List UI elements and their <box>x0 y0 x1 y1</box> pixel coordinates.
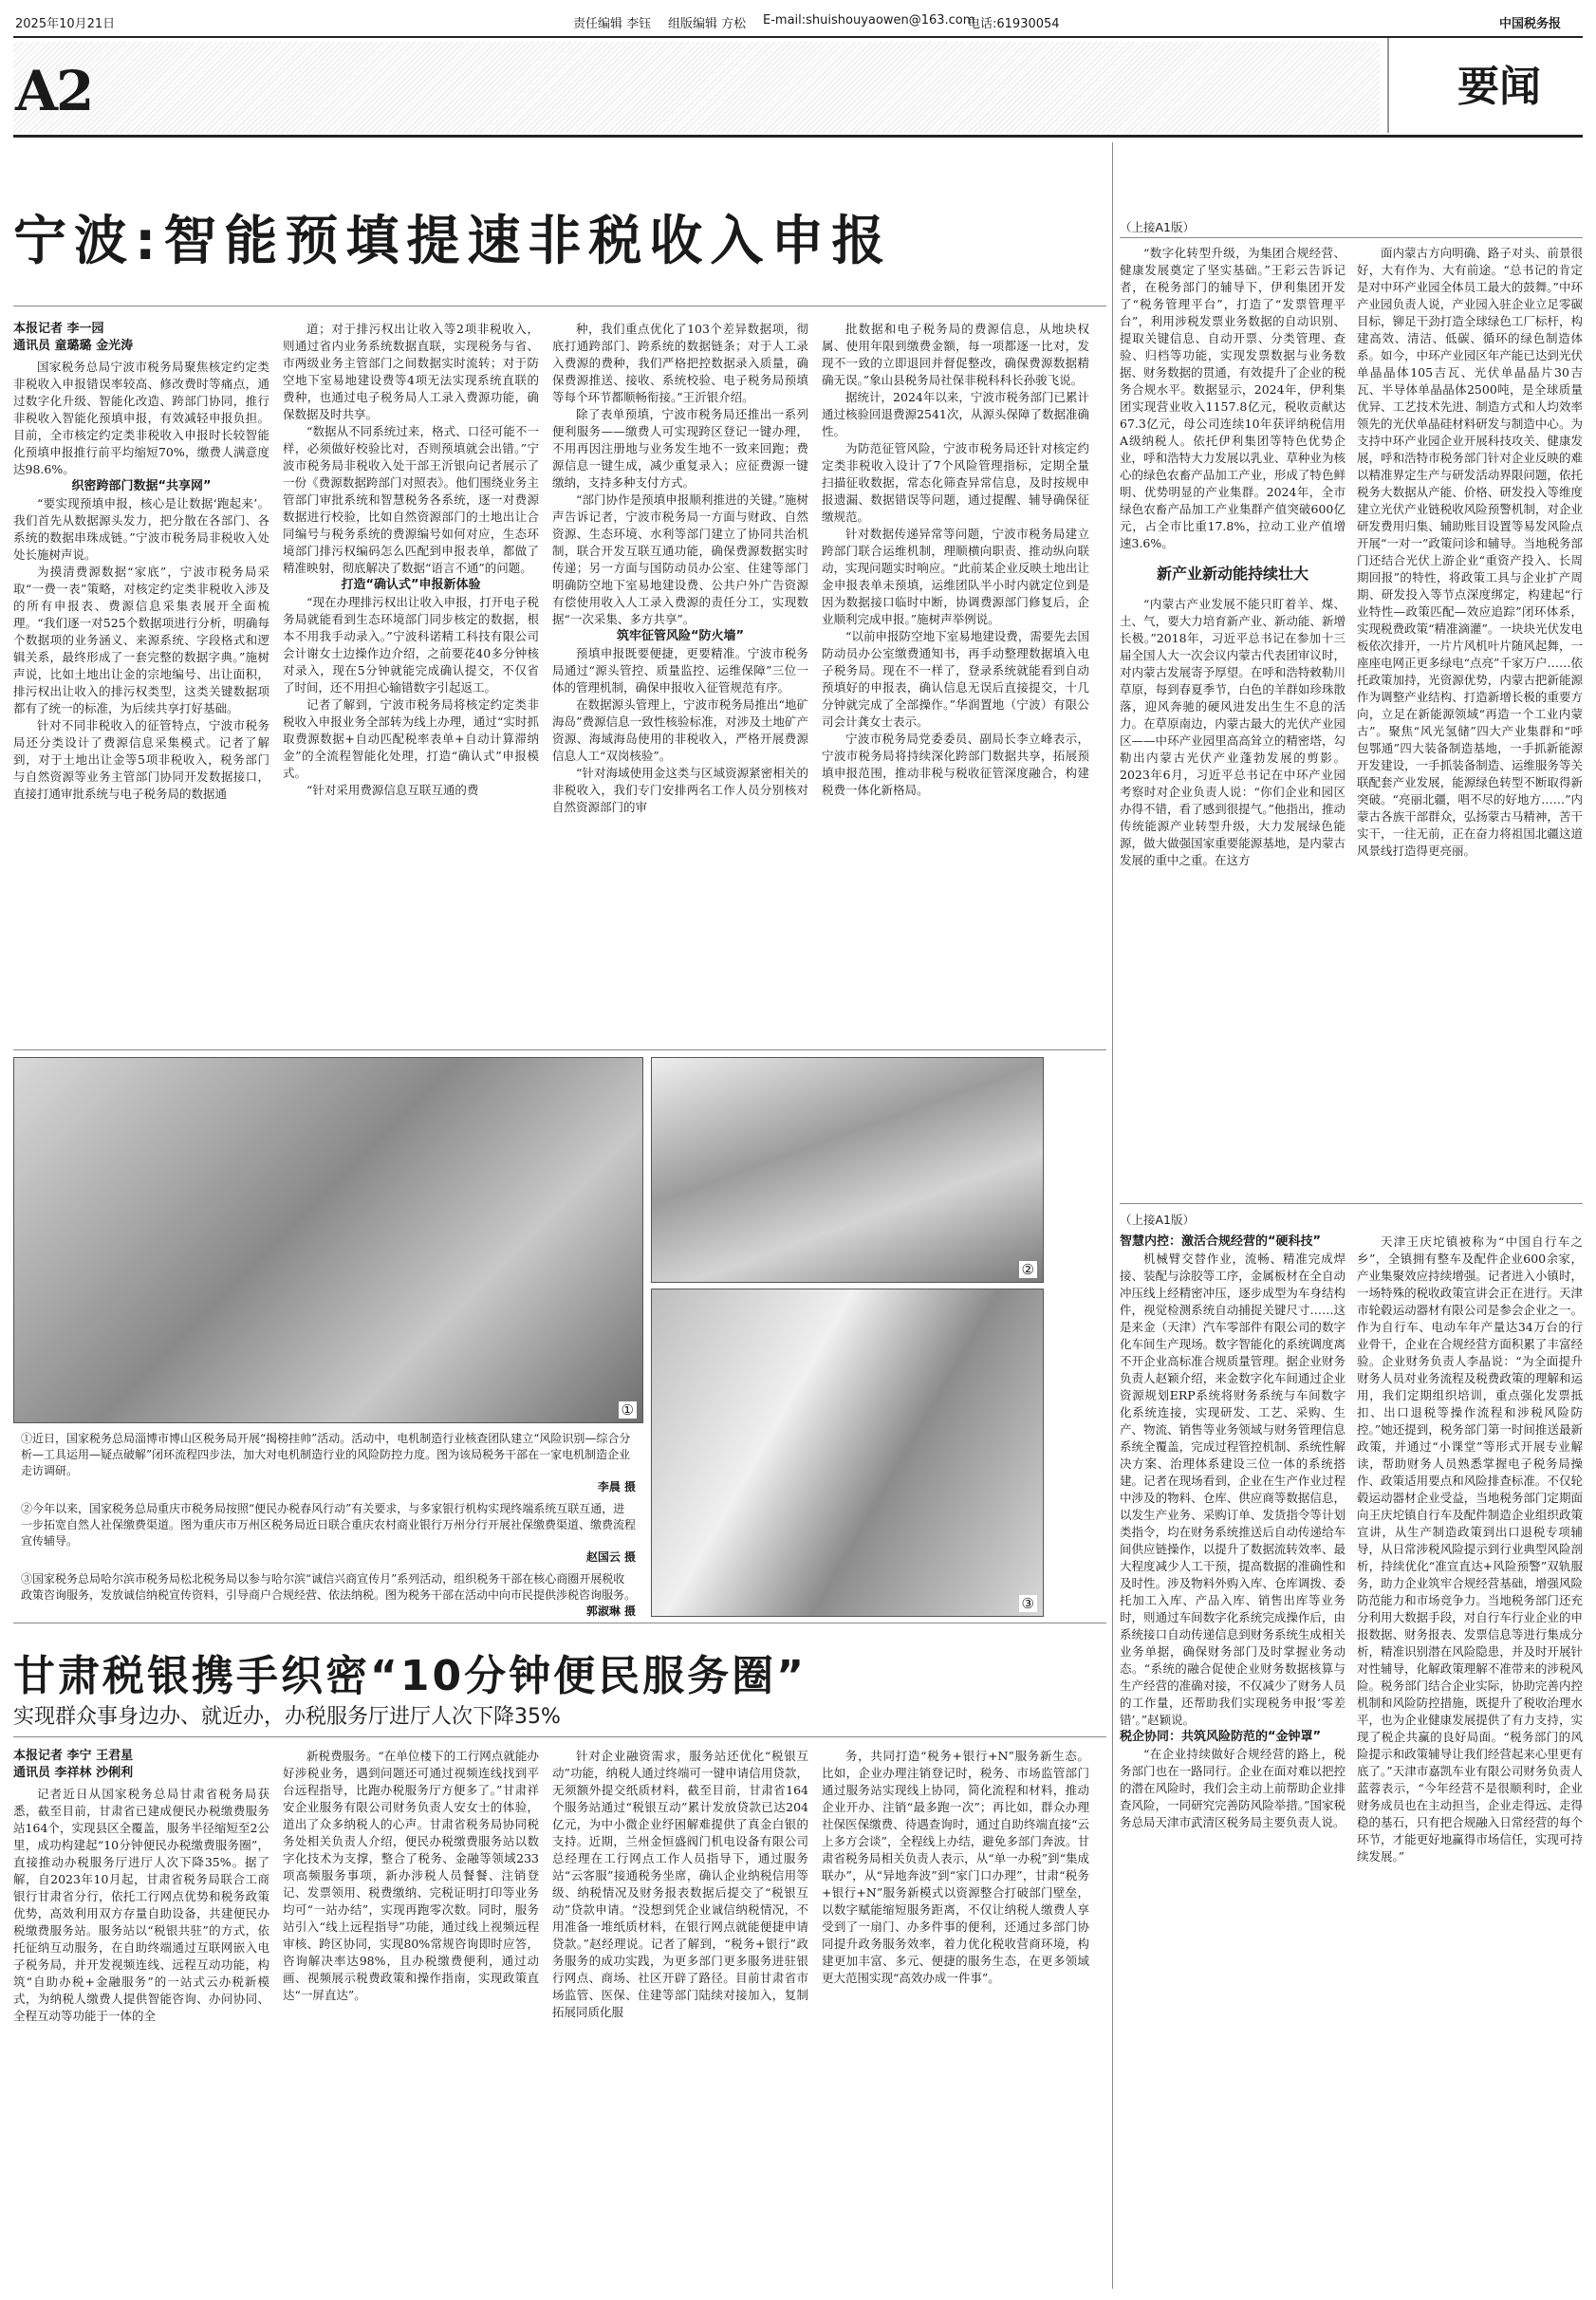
caption-3-credit: 郭淑琳 摄 <box>585 1604 636 1618</box>
photo-section-rule <box>13 1049 1106 1050</box>
caption-3: ③国家税务总局哈尔滨市税务局松北税务局以参与哈尔滨“诚信兴商宣传月”系列活动，组织税务干部在核心商圈开展税收政策咨询服务，发放诚信纳税宣传资料，引导商户合规经营、依法纳税。图为税务干部在活动中向市民提供涉税咨询服务。 <box>21 1572 637 1602</box>
article1-column-4: 批数据和电子税务局的费源信息，从地块权属、使用年限到缴费金额，每一项都逐一比对，发现不一致的立即退回并督促整改，确保费源数据精确无误。”象山县税务局社保非税科科长孙骏飞说。 据统计，2024年以来，宁波市税务部门已累计通过核验回退费源2541次，从源头保障了数据准确性。 为防范征管风险，宁波市税务局还针对核定约定类非税收入设计了7个风险管理指标，定期全量扫描征收数据，常态化筛查异常信息，及时按规申报遗漏、数据错误等问题，通过提醒、辅导确保征缴规范。 针对数据传递异常等问题，宁波市税务局建立跨部门联合运维机制，理顺横向职责、推动纵向联动，实现问题实时响应。“此前某企业反映土地出让金申报表单未预填，运维团队半小时内就定位到是因为数据接口临时中断，协调费源部门修复后，企业顺利完成申报。”施树声举例说。 “以前申报防空地下室易地建设费，需要先去国防动员办公室缴费通知书，再手动整理数据填入电子税务局。现在不一样了，登录系统就能看到自动预填好的申报表，确认信息无误后直接提交，十几分钟就完成了全部操作。”华润置地（宁波）有限公司会计龚女士表示。 宁波市税务局党委委员、副局长李立峰表示，宁波市税务局将持续深化跨部门数据共享，拓展预填申报范围，推动非税与税收征管深度融合，构建税费一体化新格局。 <box>822 322 1089 797</box>
photo-3-label: ③ <box>1019 1595 1037 1612</box>
subhead-risk-firewall: 筑牢征管风险“防火墙” <box>616 629 745 643</box>
continued-from-a1-2: （上接A1版） <box>1120 1213 1196 1227</box>
sidebar-rule-1 <box>1120 237 1583 238</box>
article2-column-4: 务，共同打造“税务+银行+N”服务新生态。比如，企业办理注销登记时，税务、市场监管部门通过服务站实现线上协同，简化流程和材料，推动企业开办、注销“最多跑一次”；再比如，群众办理社保医保缴费、待遇查询时，通过自助终端直接“云上多方会谈”，全程线上办结，避免多部门奔波。甘肃省税务局相关负责人表示，从“单一办税”到“集成联办”，从“异地奔波”到“家门口办理”，甘肃“税务+银行+N”服务新模式以资源整合打破部门壁垒，以数字赋能缩短服务距离，不仅让纳税人缴费人享受到了一扇门、办多件事的便利，还通过多部门协同提升政务服务效率，着力优化税收营商环境，构建更加丰富、多元、便捷的服务生态，在更多领域更大范围实现“高效办成一件事”。 <box>822 1749 1089 1985</box>
article1-column-3: 种，我们重点优化了103个差异数据项，彻底打通跨部门、跨系统的数据链条；对于人工录入费源的费种，我们严格把控数据录入质量，确保费源推送、接收、系统校验、电子税务局预填等每个环节都顺畅衔接。”王沂银介绍。 除了表单预填，宁波市税务局还推出一系列便利服务——缴费人可实现跨区登记一键办理，不用再因注册地与业务发生地不一致来回跑；费源信息一键生成，减少重复录入；应征费源一键缴纳，支持多种支付方式。 “部门协作是预填申报顺利推进的关键。”施树声告诉记者，宁波市税务局一方面与财政、自然资源、生态环境、水利等部门建立了协同共治机制，联合开发互联互通功能，确保费源数据实时传递；另一方面与国防动员办公室、住建等部门明确防空地下室易地建设费、公共户外广告资源有偿使用收入人工录入费源的责任分工，实现数据“一次采集、多方共享”。 筑牢征管风险“防火墙” 预填申报既要便捷，更要精准。宁波市税务局通过“源头管控、质量监控、运维保障”三位一体的管理机制，确保申报收入征管规范有序。 在数据源头管理上，宁波市税务局推出“地矿海岛”费源信息一致性核验标准，对涉及土地矿产资源、海域海岛使用的非税收入，严格开展费源信息人工“双岗核验”。 “针对海域使用金这类与区域资源紧密相关的非税收入，我们专门安排两名工作人员分别核对自然资源部门的审 <box>552 322 808 814</box>
article1-byline: 本报记者 李一园 通讯员 童璐璐 金光涛 <box>13 322 134 353</box>
photo-2-label: ② <box>1019 1261 1037 1278</box>
sidebar-story2-column-1: 智慧内控：激活合规经营的“硬科技” 机械臂交替作业，流畅、精准完成焊接、装配与涂胶等工序，金属板材在全自动冲压线上经精密冲压，逐步成型为车身结构件，视觉检测系统自动捕捉关键尺寸……这是来金（天津）汽车零部件有限公司的数字化车间生产现场。数字智能化的系统调度离不开企业高标准合规质量管理。据企业财务负责人赵颖介绍，来金数字化车间通过企业资源规划ERP系统将财务系统与车间数字化系统连接，实现研发、工艺、采购、生产、物流、销售等业务领域与财务管理信息系统全覆盖，完成过程管控机制、系统性解决方案、治理体系建设三位一体的系统搭建。记者在现场看到，企业在生产作业过程中涉及的物料、仓库、供应商等数据信息，以发生产业务、采购订单、发货指令等计划类指令，均在财务系统推送后自动传递给车间供应链操作，以提升了数据流转效率、最大程度减少人工干预，提高数据的准确性和及时性。涉及物料外购入库、仓库调拨、委托加工入库、产品入库、销售出库等业务时，则通过车间数字化系统完成操作后，由系统接口自动传递信息到财务系统生成相关业务单据，确保财务部门及时掌握业务动态。“系统的融合促使企业财务数据核算与生产经营的准确对接，不仅减少了财务人员的工作量，还帮助我们实现税务申报‘零差错’。”赵颖说。 税企协同：共筑风险防范的“金钟罩” “在企业持续做好合规经营的路上，税务部门也在一路同行。企业在面对难以把控的潜在风险时，我们会主动上前帮助企业排查风险，一同研究完善防风险举措。”国家税务总局天津市武清区税务局主要负责人说。 <box>1120 1234 1345 1829</box>
page-number: A2 <box>15 59 93 123</box>
article2-column-2: 新税费服务。“在单位楼下的工行网点就能办好涉税业务，遇到问题还可通过视频连线找到平台远程指导，比跑办税服务厅方便多了。”甘肃祥安企业服务有限公司财务负责人安女士的体验，道出了众多纳税人的心声。甘肃省税务局协同税务处相关负责人介绍，便民办税缴费服务站以数字化技术为支撑，整合了税务、金融等领域233项高频服务事项，新办涉税人员餐餐、注销登记、发票领用、税费缴纳、完税证明打印等业务均可“一站办结”，实现再跑零次数。同时，服务站引入“线上远程指导”功能，通过线上视频远程审核、跨区协同，实现80%常规咨询即时应答，咨询解决率达98%，且办税缴费便利，通过动画、视频展示税费政策和操作指南，实现政策直达“一屏直达”。 <box>283 1749 539 2002</box>
article2-column-1: 记者近日从国家税务总局甘肃省税务局获悉，截至目前，甘肃省已建成便民办税缴费服务站164个，实现县区全覆盖，服务半径缩短至2公里，成功构建起“10分钟便民办税缴费服务圈”，直接推动办税服务厅进厅人次下降35%。据了解，自2023年10月起，甘肃省税务局联合工商银行甘肃省分行，依托工行网点优势和税务政策优势，高效利用双方存量自助设备，共建便民办税缴费服务站。服务站以“税银共驻”的方式，依托征纳互动服务，在自助终端通过互联网嵌入电子税务局，并开发视频连线、远程互动功能，构筑“自助办税+金融服务”的一站式云办税新模式，为纳税人缴费人提供智能咨询、办问协同、全程互动等功能于一体的全 <box>13 1787 269 2023</box>
article1-column-2: 道；对于排污权出让收入等2项非税收入，则通过省内业务系统数据直联，实现税务与省、市两级业务主管部门之间数据实时流转；对于防空地下室易地建设费等4项无法实现系统直联的费种，也通过电子税务局人工录入费源功能，确保数据及时共享。 “数据从不同系统过来，格式、口径可能不一样，必须做好校验比对，否则预填就会出错。”宁波市税务局非税收入处干部王沂银向记者展示了一份《费源数据跨部门对照表》。他们围绕业务主管部门审批系统和智慧税务各系统，逐一对费源数据进行校验，比如自然资源部门的土地出让合同编号与税务系统的费源编号如何对应，生态环境部门排污权编码怎么匹配到申报表单，都做了精准映射，彻底解决了数据“语言不通”的问题。 打造“确认式”申报新体验 “现在办理排污权出让收入申报，打开电子税务局就能看到生态环境部门同步核定的数据，根本不用我手动录入。”宁波科诺精工科技有限公司会计谢女士边操作边介绍，之前要花40多分钟核对录入，现在5分钟就能完成确认提交，不仅省了时间，还不用担心输错数字引起返工。 记者了解到，宁波市税务局将核定约定类非税收入申报业务全部转为线上办理，通过“实时抓取费源数据+自动匹配税率表单+自动计算滞纳金”的全流程智能化处理，打造“确认式”申报模式。 “针对采用费源信息互联互通的费 <box>283 322 539 797</box>
continued-from-a1-1: （上接A1版） <box>1120 220 1196 234</box>
article2-deck: 实现群众事身边办、就近办，办税服务厅进厅人次下降35% <box>13 1705 561 1729</box>
article2-byline: 本报记者 李宁 王君星 通讯员 李祥林 沙俐利 <box>13 1749 134 1780</box>
contact-email[interactable]: E-mail:shuishouyaowen@163.com <box>763 13 975 28</box>
header-bottom-rule <box>13 135 1583 138</box>
section-title: 要闻 <box>1457 63 1541 111</box>
subhead-new-industries: 新产业新动能持续壮大 <box>1156 565 1308 583</box>
photo-1 <box>13 1057 643 1423</box>
subhead-confirm-filing: 打造“确认式”申报新体验 <box>341 578 481 592</box>
article2-column-3: 针对企业融资需求，服务站还优化“税银互动”功能，纳税人通过终端可一键申请信用贷款，无须额外提交纸质材料，截至目前，甘肃省164个服务站通过“税银互动”累计发放贷款已达204亿元，为中小微企业纾困解难提供了真金白银的支持。近期，兰州金恒盛阀门机电设备有限公司总经理在工行网点工作人员指导下，通过服务站“云客服”接通税务坐席，确认企业纳税信用等级、纳税情况及财务报表数据后提交了“税银互动”贷款申请。“没想到凭企业诚信纳税情况，不用准备一堆纸质材料，在银行网点就能便捷申请贷款。”赵经理说。记者了解到，“税务+银行”政务服务的成功实践，为更多部门更多服务进驻银行网点、商场、社区开辟了路径。目前甘肃省市场监管、医保、住建等部门陆续对接加入，复制拓展同质化服 <box>552 1749 808 2019</box>
caption-2-credit: 赵国云 摄 <box>585 1550 636 1564</box>
article1-title: 宁波:智能预填提速非税收入申报 <box>13 211 893 272</box>
subhead-smart-control: 智慧内控：激活合规经营的“硬科技” <box>1120 1234 1322 1249</box>
contact-phone: 电话:61930054 <box>968 17 1060 31</box>
header-band <box>13 42 1380 133</box>
subhead-data-sharing: 织密跨部门数据“共享网” <box>71 479 212 493</box>
photo-1-label: ① <box>619 1401 637 1419</box>
sidebar-story1-column-2: 面内蒙古方向明确、路子对头、前景很好，大有作为、大有前途。“总书记的肯定是对中环产业园全体员工最大的鼓舞。”中环产业园负责人说，产业园入驻企业立足零碳目标，铆足干劲打造全球绿色工厂标杆，构建高效、清洁、低碳、循环的绿色制造体系。如今，中环产业园区年产能已达到光伏单晶晶体105吉瓦、光伏单晶晶片30吉瓦、半导体单晶晶体2500吨，是全球质量优异、工艺技术先进、制造方式和人均效率领先的光伏单晶硅材料研发与制造中心。为支持中环产业园企业开展科技攻关、健康发展，呼和浩特市税务部门针对企业反映的难以精准界定生产与研发活动界限问题，依托税务大数据从产能、价格、研发投入等维度建立光伏产业链税收风险预警机制，对企业研发费用归集、辅助账目设置等易发风险点开展“一对一”政策问诊和辅导。当地税务部门还结合光伏上游企业“重资产投入、长周期回报”的特性，将政策工具与企业扩产周期、研发投入等节点深度绑定，构建起“行业特性—政策匹配—效应追踪”闭环体系，实现税费政策“精准滴灌”。一块块光伏发电板依次排开，一片片风机叶片随风起舞，一座座电网正更多绿电“点亮”千家万户……依托政策加持，光资源优势，内蒙古把新能源作为调整产业结构、打造新增长极的重要方向，立足在新能源领域“再造一个工业内蒙古”。聚焦“风光氢储”四大产业集群和“呼包鄂通”四大装备制造基地，一手抓新能源开发建设，一手抓装备制造、运维服务等关联配套产业发展，能源绿色转型不断取得新突破。“亮丽北疆，唱不尽的好地方……”内蒙古各族干部群众，弘扬蒙古马精神，苦干实干，一往无前，正在奋力将祖国北疆这道风景线打造得更亮丽。 <box>1357 246 1583 858</box>
layout-editor: 组版编辑 方松 <box>668 17 747 31</box>
photo-3 <box>651 1289 1044 1617</box>
caption-2: ②今年以来，国家税务总局重庆市税务局按照“便民办税春风行动”有关要求，与多家银行机构实现终端系统互联互通，进一步拓宽自然人社保缴费渠道。图为重庆市万州区税务局近日联合重庆农村商业银行万州分行开展社保缴费渠道、缴费流程宣传辅导。 <box>21 1502 637 1548</box>
responsible-editor: 责任编辑 李钰 <box>573 17 652 31</box>
sidebar-divider <box>1112 142 1113 2289</box>
article1-column-1: 国家税务总局宁波市税务局聚焦核定约定类非税收入申报错误率较高、修改费时等痛点，通过数字化升级、智能化改造、跨部门协同，推行非税收入智能化预填申报，有效减轻申报负担。目前，全市核定约定类非税收入申报时长较智能化预填申报推行前平均缩短70%，缴费人满意度达98.6%。 织密跨部门数据“共享网” “要实现预填申报，核心是让数据‘跑起来’。我们首先从数据源头发力，把分散在各部门、各系统的数据串珠成链。”宁波市税务局非税收入处处长施树声说。 为摸清费源数据“家底”，宁波市税务局采取“一费一表”策略，对核定约定类非税收入涉及的所有申报表、费源信息采集表展开全面梳理。“我们逐一对525个数据项进行分析，明确每个数据项的业务涵义、来源系统、字段格式和逻辑关系，最终形成了一套完整的数据字典。”施树声说，比如土地出让金的宗地编号、出让面积，排污权出让收入的排污权类型，这类关键数据项都有了统一的标准，为后续共享打好基础。 针对不同非税收入的征管特点，宁波市税务局还分类设计了费源信息采集模式。记者了解到，对于土地出让金等5项非税收入，税务部门与自然资源等业务主管部门协同开发数据接口，直接打通审批系统与电子税务局的数据通 <box>13 360 269 801</box>
header-rule <box>13 36 1583 38</box>
article2-title: 甘肃税银携手织密“10分钟便民服务圈” <box>13 1652 807 1700</box>
sidebar-story1-column-1: “数字化转型升级，为集团合规经营、健康发展奠定了坚实基础。”王彩云告诉记者，在税务部门的辅导下，伊利集团开发了“税务管理平台”，打造了“发票管理平台”，利用涉税发票业务数据的自动识别、提取关键信息、自动开票、分类管理、查验、归档等功能，实现发票数据与业务数据、财务数据的贯通，有效提升了企业的税务合规水平。数据显示，2024年，伊利集团实现营业收入1157.8亿元，税收贡献达67.3亿元，母公司连续10年获评纳税信用A级纳税人。依托伊利集团等特色优势企业，呼和浩特大力发展以乳业、草种业为核心的绿色农畜产品加工产业，形成了特色鲜明、优势明显的产业集群。2024年，全市绿色农畜产品加工产业集群产值突破600亿元，占全市比重17.8%，拉动工业产值增速3.6%。 新产业新动能持续壮大 “内蒙古产业发展不能只盯着羊、煤、土、气，要大力培育新产业、新动能、新增长极。”2018年，习近平总书记在参加十三届全国人大一次会议内蒙古代表团审议时，对内蒙古发展寄予厚望。在呼和浩特敕勒川草原，每到春夏季节，白色的羊群如珍珠散落，迎风奔驰的硬风进发出生生不息的活力。在草原南边，内蒙古最大的光伏产业园区——中环产业园里高高耸立的精密塔，勾勒出内蒙古光伏产业蓬勃发展的剪影。2023年6月，习近平总书记在中环产业园考察时对企业负责人说：“你们企业和园区办得不错，看了感到很提气。”他指出，推动传统能源产业转型升级，大力发展绿色能源，做大做强国家重要能源基地，是内蒙古发展的重中之重。在这方 <box>1120 246 1345 867</box>
caption-1-credit: 李晨 摄 <box>597 1480 636 1493</box>
subhead-tax-enterprise: 税企协同：共筑风险防范的“金钟罩” <box>1120 1730 1322 1744</box>
sidebar-story2-column-2: 天津王庆坨镇被称为“中国自行车之乡”，全镇拥有整车及配件企业600余家，产业集聚效应持续增强。记者进入小镇时，一场特殊的税收政策宣讲会正在进行。天津市轮毂运动器材有限公司是参会企业之一。作为自行车、电动车年产量达34万台的行业骨干，企业在合规经营方面积累了丰富经验。企业财务负责人李晶说：“为全面提升财务人员对业务流程及税费政策的理解和运用，我们定期组织培训，重点强化发票抵扣、出口退税等操作流程和涉税风险防控。”她还提到，税务部门第一时间推送最新政策，并通过“小课堂”等形式开展专业解读，帮助财务人员熟悉掌握电子税务局操作、政策适用要点和风险排查标准。不仅轮毂运动器材企业受益，当地税务部门定期面向王庆坨镇自行车及配件制造企业组织政策宣讲，从生产制造政策到出口退税专项辅导，从日常涉税风险提示到行业典型风险剖析，持续优化“准宣直达+风险预警”双轨服务，助力企业筑牢合规经营基础，增强风险防范能力和市场竞争力。当地税务部门还充分利用大数据手段，对自行车行业企业的申报数据、财务报表、发票信息等进行集成分析，精准识别潜在风险隐患，并及时开展针对性辅导，化解政策理解不准带来的涉税风险。税务部门结合企业实际，协助完善内控机制和风险防控措施，既提升了税收治理水平，也为企业健康发展提供了有力支持，实现了税企共赢的良好局面。“税务部门的风险提示和政策辅导让我们经营起来心里更有底了。”天津市嘉凯车业有限公司财务负责人蓝蓉表示，“今年经营不是很顺利时，企业财务成员也在主动担当，企业走得远、走得稳的基石，只有把合规融入日常经营的每个环节，才能更好地赢得市场信任，实现可持续发展。” <box>1357 1234 1583 1864</box>
page-header <box>0 9 1596 34</box>
photo-captions <box>21 1431 636 1625</box>
sidebar-rule-2 <box>1120 1203 1583 1204</box>
caption-1: ①近日，国家税务总局淄博市博山区税务局开展“揭榜挂帅”活动。活动中，电机制造行业核查团队建立“风险识别—综合分析—工具运用—疑点破解”闭环流程四步法，加大对电机制造行业的风险防控力度。图为该局税务干部在一家电机制造企业走访调研。 <box>21 1432 631 1477</box>
photo-2 <box>651 1057 1044 1283</box>
newspaper-name: 中国税务报 <box>1499 17 1562 31</box>
article2-title-rule <box>13 1736 1106 1737</box>
issue-date: 2025年10月21日 <box>15 17 116 31</box>
